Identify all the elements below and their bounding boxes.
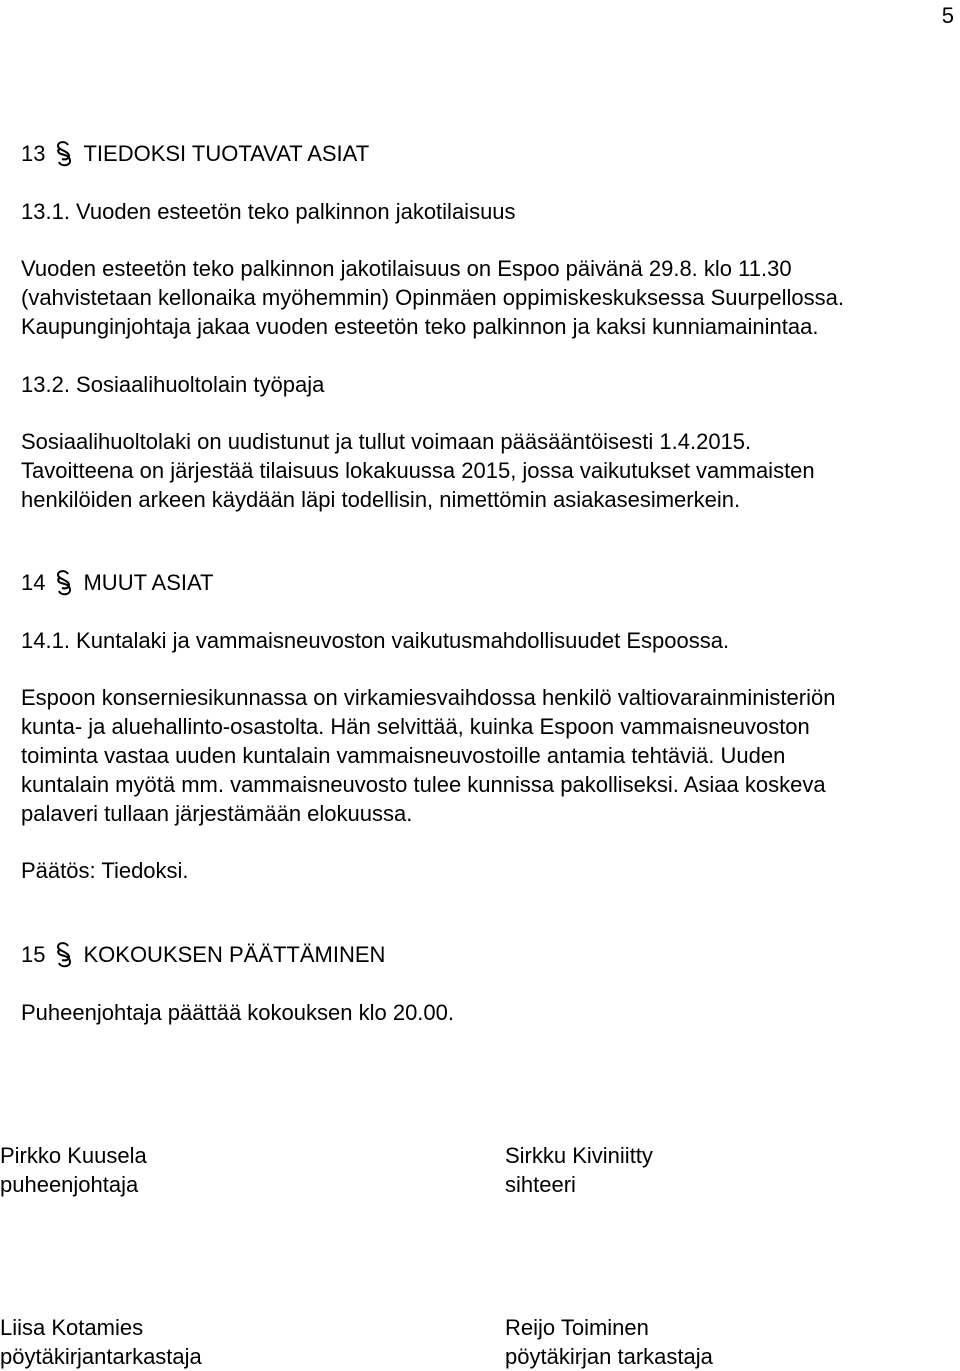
section-15-heading [21, 940, 385, 969]
section-13-title: TIEDOKSI TUOTAVAT ASIAT [83, 141, 370, 166]
subsection-14-1-title: 14.1. Kuntalaki ja vammaisneuvoston vaikutusmahdollisuudet Espoossa. [21, 628, 730, 653]
paragraph-line: toiminta vastaa uuden kuntalain vammaisneuvostoille antamia tehtäviä. Uuden [21, 743, 786, 768]
signature-name: Sirkku Kiviniitty [505, 1143, 653, 1168]
signature-role: pöytäkirjan tarkastaja [505, 1344, 713, 1369]
paragraph-line: kuntalain myötä mm. vammaisneuvosto tulee kunnissa pakolliseksi. Asiaa koskeva [21, 772, 826, 797]
paragraph-line: henkilöiden arkeen käydään läpi todellisin, nimettömin asiakasesimerkein. [21, 487, 741, 512]
paragraph-line: (vahvistetaan kellonaika myöhemmin) Opinmäen oppimiskeskuksessa Suurpellossa. [21, 285, 844, 310]
paragraph-line: Espoon konserniesikunnassa on virkamiesvaihdossa henkilö valtiovarainministeriön [21, 685, 836, 710]
decision-text: Päätös: Tiedoksi. [21, 858, 189, 883]
signature-name: Liisa Kotamies [0, 1315, 144, 1340]
section-sign-icon [53, 569, 75, 597]
signature-role: puheenjohtaja [0, 1172, 139, 1197]
section-14-number: 14 [21, 570, 46, 595]
paragraph-line: Vuoden esteetön teko palkinnon jakotilaisuus on Espoo päivänä 29.8. klo 11.30 [21, 256, 792, 281]
signature-name: Reijo Toiminen [505, 1315, 649, 1340]
signature-role: pöytäkirjantarkastaja [0, 1344, 202, 1369]
page-number: 5 [941, 3, 954, 28]
paragraph-line: Puheenjohtaja päättää kokouksen klo 20.00. [21, 1000, 454, 1025]
subsection-13-2-title: 13.2. Sosiaalihuoltolain työpaja [21, 372, 325, 397]
section-15-number: 15 [21, 942, 46, 967]
section-14-title: MUUT ASIAT [83, 570, 214, 595]
section-15-title: KOKOUKSEN PÄÄTTÄMINEN [83, 942, 386, 967]
section-sign-icon [53, 140, 75, 168]
section-sign-icon [53, 941, 75, 969]
paragraph-line: Tavoitteena on järjestää tilaisuus lokakuussa 2015, jossa vaikutukset vammaisten [21, 458, 815, 483]
paragraph-line: Kaupunginjohtaja jakaa vuoden esteetön teko palkinnon ja kaksi kunniamainintaa. [21, 314, 819, 339]
section-14-heading [21, 568, 213, 597]
paragraph-line: palaveri tullaan järjestämään elokuussa. [21, 801, 413, 826]
section-13-number: 13 [21, 141, 46, 166]
paragraph-line: kunta- ja aluehallinto-osastolta. Hän selvittää, kuinka Espoon vammaisneuvoston [21, 714, 810, 739]
paragraph-line: Sosiaalihuoltolaki on uudistunut ja tullut voimaan pääsääntöisesti 1.4.2015. [21, 429, 752, 454]
signature-role: sihteeri [505, 1172, 576, 1197]
subsection-13-1-title: 13.1. Vuoden esteetön teko palkinnon jakotilaisuus [21, 199, 516, 224]
signature-name: Pirkko Kuusela [0, 1143, 147, 1168]
section-13-heading [21, 139, 369, 168]
